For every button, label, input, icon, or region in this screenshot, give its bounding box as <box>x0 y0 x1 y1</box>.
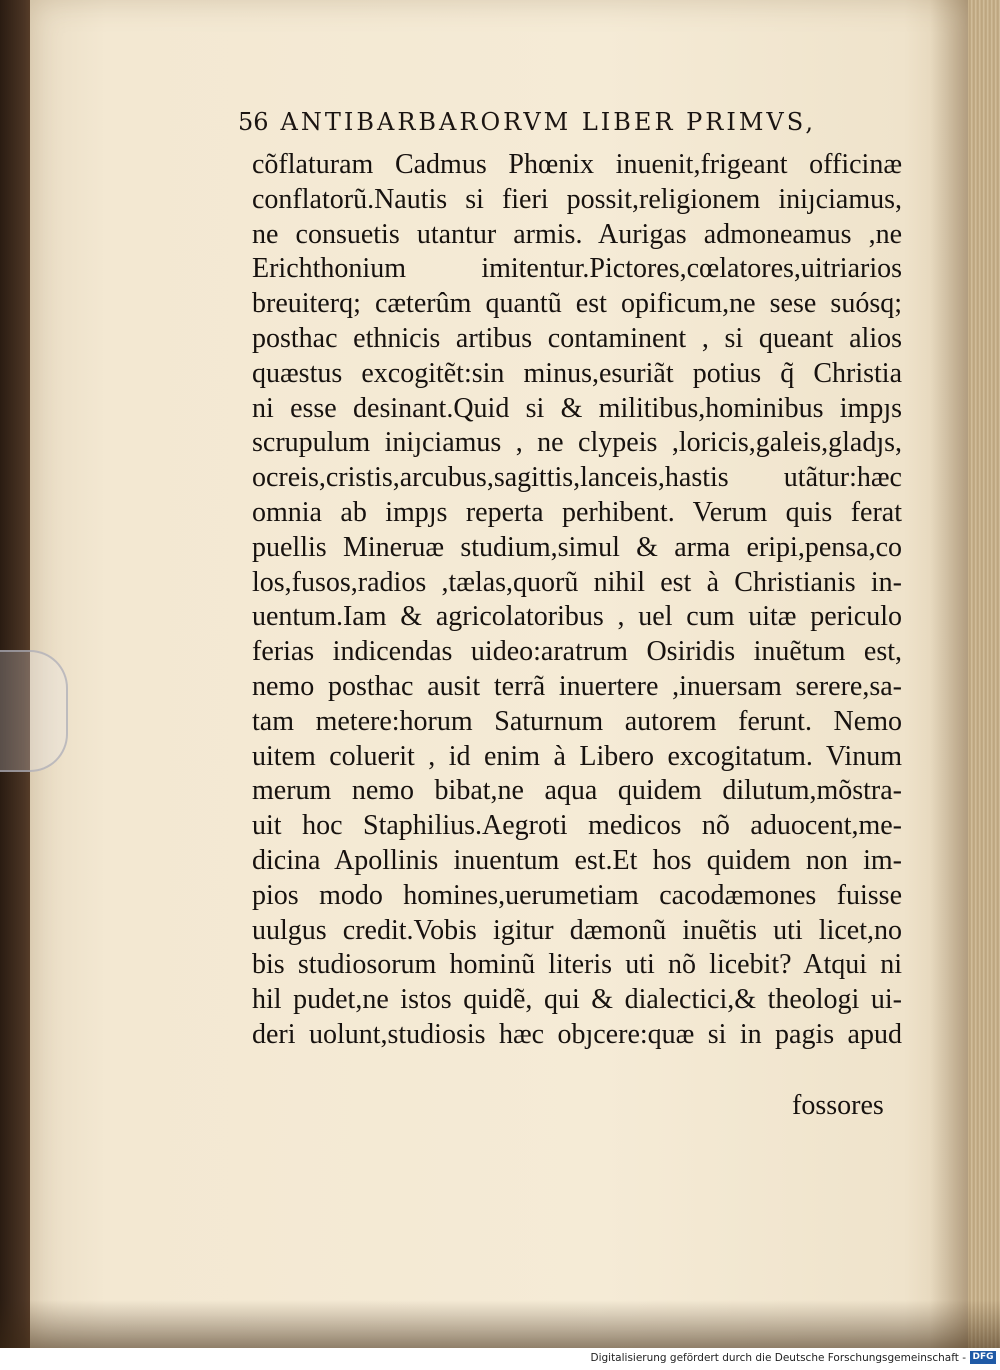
text-line: Erichthonium imitentur.Pictores,cœlatores,uitriarios <box>252 253 902 285</box>
text-line: uulgus credit.Vobis igitur dæmonũ inuẽtis uti licet,no <box>252 914 902 946</box>
text-line: conflatorũ.Nautis si fieri possit,religionem iniȷciamus, <box>252 183 902 215</box>
text-line: puellis Mineruæ studium,simul & arma eripi,pensa,co <box>252 531 902 563</box>
page-edges <box>968 0 1000 1348</box>
text-line: uitem coluerit , id enim à Libero excogitatum. Vinum <box>252 740 902 772</box>
text-line: nemo posthac ausit terrã inuertere ,inuersam serere,sa- <box>252 670 902 702</box>
text-line: uentum.Iam & agricolatoribus , uel cum uitæ periculo <box>252 601 902 633</box>
text-line: quæstus excogitẽt:sin minus,esuriãt potius q̃ Christia <box>252 357 902 389</box>
page-number: 56 <box>238 108 269 136</box>
text-line: ni esse desinant.Quid si & militibus,hominibus impȷs <box>252 392 902 424</box>
text-line: ne consuetis utantur armis. Aurigas admoneamus ,ne <box>252 218 902 250</box>
text-line: deri uolunt,studiosis hæc obȷcere:quæ si in pagis apud <box>252 1018 902 1050</box>
text-line: uit hoc Staphilius.Aegroti medicos nõ aduocent,me- <box>252 810 902 842</box>
text-line: tam metere:horum Saturnum autorem ferunt. Nemo <box>252 705 902 737</box>
running-head <box>238 108 858 136</box>
text-line: omnia ab impȷs reperta perhibent. Verum quis ferat <box>252 496 902 528</box>
text-line: ferias indicendas uideo:aratrum Osiridis inuẽtum est, <box>252 636 902 668</box>
page-clip <box>0 650 68 772</box>
text-line: ocreis,cristis,arcubus,sagittis,lanceis,hastis utãtur:hæc <box>252 462 902 494</box>
running-title: ANTIBARBARORVM LIBER PRIMVS, <box>280 108 816 136</box>
catchword: fossores <box>792 1090 884 1121</box>
text-line: merum nemo bibat,ne aqua quidem dilutum,mõstra- <box>252 775 902 807</box>
text-line: cõflaturam Cadmus Phœnix inuenit,frigeant officinæ <box>252 149 902 180</box>
digitization-credit: Digitalisierung gefördert durch die Deutsche Forschungsgemeinschaft - <box>590 1352 966 1364</box>
text-line: pios modo homines,uerumetiam cacodæmones fuisse <box>252 879 902 911</box>
text-line: breuiterq; cæterûm quantũ est opificum,ne sese suósq; <box>252 288 902 320</box>
text-line: dicina Apollinis inuentum est.Et hos quidem non im- <box>252 844 902 876</box>
text-line: scrupulum iniȷciamus , ne clypeis ,loricis,galeis,gladȷs, <box>252 427 902 459</box>
bottom-edge-shadow <box>0 1300 1000 1348</box>
text-line: bis studiosorum hominũ literis uti nõ licebit? Atqui ni <box>252 949 902 981</box>
text-line: los,fusos,radios ,tælas,quorũ nihil est à Christianis in- <box>252 566 902 598</box>
text-line: hil pudet,ne istos quidẽ, qui & dialectici,& theologi ui- <box>252 984 902 1016</box>
text-block <box>252 148 902 1053</box>
dfg-logo: DFG <box>970 1351 996 1364</box>
text-line: posthac ethnicis artibus contaminent , si queant alios <box>252 322 902 354</box>
